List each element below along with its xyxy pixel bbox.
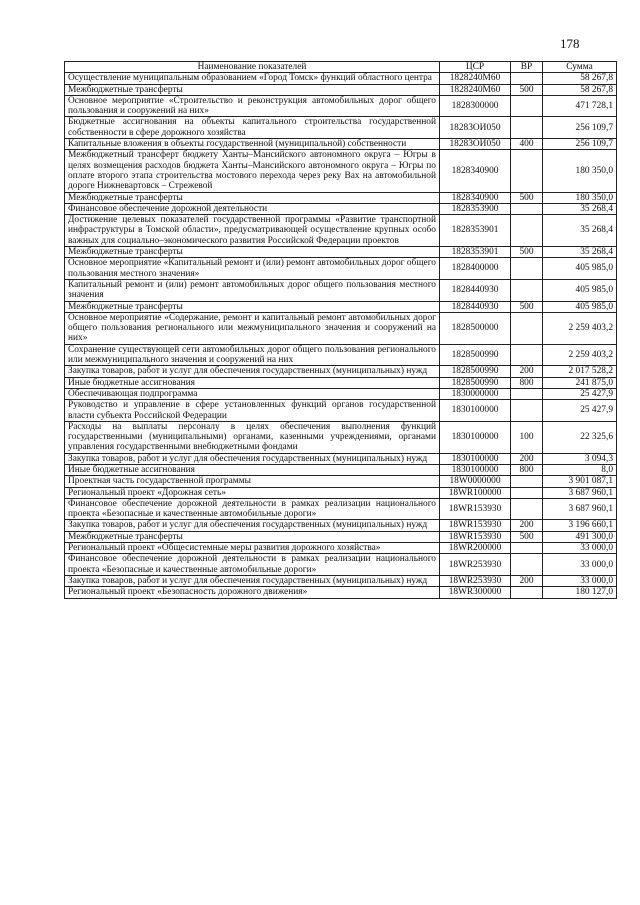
row-sum: 33 000,0 [543, 543, 617, 554]
row-csr: 1828400000 [440, 258, 511, 280]
header-csr: ЦСР [440, 62, 511, 73]
row-sum: 22 325,6 [543, 421, 617, 453]
row-name: Сохранение существующей сети автомобильных дорог общего пользования регионального или межмуниципального значения и сооружений на них [65, 344, 440, 366]
row-csr: 1828353901 [440, 215, 511, 247]
row-sum: 3 901 087,1 [543, 476, 617, 487]
row-csr: 1830100000 [440, 453, 511, 464]
row-name: Расходы на выплаты персоналу в целях обеспечения выполнения функций государственными (муниципальными) органами, казенными учреждениями, органами управления государственными внебюджетными фондами [65, 421, 440, 453]
row-name: Бюджетные ассигнования на объекты капитального строительства государственной собственности в сфере дорожного хозяйства [65, 117, 440, 139]
row-csr: 1828240М60 [440, 73, 511, 84]
row-vr [511, 498, 543, 520]
row-vr [511, 279, 543, 301]
row-vr: 100 [511, 421, 543, 453]
row-csr: 18WR100000 [440, 487, 511, 498]
row-name: Межбюджетные трансферты [65, 531, 440, 542]
row-csr: 1830100000 [440, 400, 511, 422]
row-csr: 1830100000 [440, 464, 511, 475]
row-name: Закупка товаров, работ и услуг для обеспечения государственных (муниципальных) нужд [65, 453, 440, 464]
row-name: Основное мероприятие «Капитальный ремонт и (или) ремонт автомобильных дорог общего пользования местного значения» [65, 258, 440, 280]
row-csr: 1828500990 [440, 344, 511, 366]
row-vr [511, 344, 543, 366]
row-name: Проектная часть государственной программы [65, 476, 440, 487]
row-sum: 33 000,0 [543, 554, 617, 576]
table-row [65, 487, 617, 498]
table-row [65, 498, 617, 520]
table-row [65, 279, 617, 301]
row-sum: 2 017 528,2 [543, 366, 617, 377]
row-name: Межбюджетный трансферт бюджету Ханты–Мансийского автономного округа – Югры в целях возмещения расходов бюджета Ханты–Мансийского автономного округа – Югры по оплате второго этапа строительства мостового перехода через реку Вах на автомобильной дороге Нижневартовск – Стрежевой [65, 150, 440, 192]
row-vr: 500 [511, 531, 543, 542]
table-row [65, 366, 617, 377]
row-name: Закупка товаров, работ и услуг для обеспечения государственных (муниципальных) нужд [65, 520, 440, 531]
row-csr: 1828500990 [440, 366, 511, 377]
row-csr: 18W0000000 [440, 476, 511, 487]
row-sum: 405 985,0 [543, 258, 617, 280]
row-name: Осуществление муниципальным образованием «Город Томск» функций областного центра [65, 73, 440, 84]
row-vr [511, 73, 543, 84]
row-sum: 471 728,1 [543, 95, 617, 117]
header-name: Наименование показателей [65, 62, 440, 73]
row-name: Региональный проект «Общесистемные меры развития дорожного хозяйства» [65, 543, 440, 554]
row-csr: 1828500990 [440, 377, 511, 388]
row-name: Межбюджетные трансферты [65, 301, 440, 312]
row-csr: 1828440930 [440, 301, 511, 312]
table-row [65, 139, 617, 150]
row-csr: 18WR153930 [440, 531, 511, 542]
page-number: 178 [560, 36, 580, 51]
table-row [65, 258, 617, 280]
row-csr: 18WR153930 [440, 520, 511, 531]
row-vr: 800 [511, 377, 543, 388]
header-sum: Сумма [543, 62, 617, 73]
row-csr: 18283ОИ050 [440, 117, 511, 139]
row-csr: 1828340900 [440, 192, 511, 203]
row-vr [511, 476, 543, 487]
row-sum: 2 259 403,2 [543, 344, 617, 366]
table-row [65, 301, 617, 312]
row-vr [511, 117, 543, 139]
row-vr: 500 [511, 301, 543, 312]
row-vr [511, 258, 543, 280]
table-row [65, 587, 617, 598]
table-header-row [65, 62, 617, 73]
table-row [65, 575, 617, 586]
row-sum: 180 350,0 [543, 150, 617, 192]
row-sum: 256 109,7 [543, 139, 617, 150]
budget-table [64, 61, 617, 599]
row-sum: 405 985,0 [543, 279, 617, 301]
row-name: Межбюджетные трансферты [65, 247, 440, 258]
table-row [65, 73, 617, 84]
table-row [65, 543, 617, 554]
row-vr [511, 95, 543, 117]
row-vr: 500 [511, 192, 543, 203]
row-sum: 35 268,4 [543, 247, 617, 258]
row-sum: 180 350,0 [543, 192, 617, 203]
row-vr [511, 587, 543, 598]
row-vr [511, 203, 543, 214]
row-name: Руководство и управление в сфере установленных функций органов государственной власти субъекта Российской Федерации [65, 400, 440, 422]
row-vr [511, 388, 543, 399]
row-name: Межбюджетные трансферты [65, 84, 440, 95]
row-sum: 25 427,9 [543, 400, 617, 422]
row-sum: 25 427,9 [543, 388, 617, 399]
table-row [65, 344, 617, 366]
row-sum: 58 267,8 [543, 73, 617, 84]
row-sum: 180 127,0 [543, 587, 617, 598]
row-sum: 241 875,0 [543, 377, 617, 388]
row-csr: 1828240М60 [440, 84, 511, 95]
table-row [65, 117, 617, 139]
row-sum: 33 000,0 [543, 575, 617, 586]
row-csr: 18WR253930 [440, 575, 511, 586]
row-name: Закупка товаров, работ и услуг для обеспечения государственных (муниципальных) нужд [65, 575, 440, 586]
row-name: Региональный проект «Безопасность дорожного движения» [65, 587, 440, 598]
row-name: Региональный проект «Дорожная сеть» [65, 487, 440, 498]
row-vr [511, 400, 543, 422]
table-row [65, 247, 617, 258]
row-name: Закупка товаров, работ и услуг для обеспечения государственных (муниципальных) нужд [65, 366, 440, 377]
row-vr: 200 [511, 575, 543, 586]
row-vr [511, 215, 543, 247]
row-sum: 2 259 403,2 [543, 312, 617, 344]
row-sum: 3 687 960,1 [543, 498, 617, 520]
row-vr: 800 [511, 464, 543, 475]
row-vr: 500 [511, 247, 543, 258]
table-row [65, 400, 617, 422]
row-vr: 200 [511, 366, 543, 377]
row-csr: 18WR300000 [440, 587, 511, 598]
table-row [65, 95, 617, 117]
table-row [65, 377, 617, 388]
row-vr [511, 543, 543, 554]
table-row [65, 453, 617, 464]
row-name: Иные бюджетные ассигнования [65, 377, 440, 388]
row-csr: 1828500000 [440, 312, 511, 344]
table-row [65, 531, 617, 542]
row-name: Капитальный ремонт и (или) ремонт автомобильных дорог общего пользования местного значения [65, 279, 440, 301]
table-body [65, 73, 617, 598]
row-sum: 3 196 660,1 [543, 520, 617, 531]
row-vr [511, 150, 543, 192]
row-sum: 35 268,4 [543, 203, 617, 214]
table-row [65, 150, 617, 192]
table-row [65, 388, 617, 399]
row-csr: 1830000000 [440, 388, 511, 399]
row-csr: 1828440930 [440, 279, 511, 301]
row-sum: 491 300,0 [543, 531, 617, 542]
header-vr: ВР [511, 62, 543, 73]
table-row [65, 464, 617, 475]
row-csr: 1830100000 [440, 421, 511, 453]
table-row [65, 554, 617, 576]
row-name: Основное мероприятие «Строительство и реконструкция автомобильных дорог общего пользования и сооружений на них» [65, 95, 440, 117]
row-sum: 256 109,7 [543, 117, 617, 139]
row-vr [511, 487, 543, 498]
row-name: Достижение целевых показателей государственной программы «Развитие транспортной инфраструктуры в Томской области», предусматривающей осуществление крупных особо важных для социально–экономического развития Российской Федерации проектов [65, 215, 440, 247]
row-name: Финансовое обеспечение дорожной деятельности в рамках реализации национального проекта «Безопасные и качественные автомобильные дороги» [65, 498, 440, 520]
row-vr: 200 [511, 453, 543, 464]
table-row [65, 421, 617, 453]
row-vr: 500 [511, 84, 543, 95]
table-row [65, 84, 617, 95]
row-csr: 1828340900 [440, 150, 511, 192]
row-vr: 200 [511, 520, 543, 531]
row-csr: 1828300000 [440, 95, 511, 117]
row-name: Межбюджетные трансферты [65, 192, 440, 203]
table-row [65, 476, 617, 487]
table-row [65, 312, 617, 344]
row-name: Финансовое обеспечение дорожной деятельности в рамках реализации национального проекта «Безопасные и качественные автомобильные дороги» [65, 554, 440, 576]
row-csr: 1828353900 [440, 203, 511, 214]
table-row [65, 215, 617, 247]
row-name: Обеспечивающая подпрограмма [65, 388, 440, 399]
table-row [65, 192, 617, 203]
row-csr: 1828353901 [440, 247, 511, 258]
row-name: Капитальные вложения в объекты государственной (муниципальной) собственности [65, 139, 440, 150]
row-vr [511, 554, 543, 576]
table-row [65, 520, 617, 531]
row-sum: 405 985,0 [543, 301, 617, 312]
row-sum: 35 268,4 [543, 215, 617, 247]
row-csr: 18283ОИ050 [440, 139, 511, 150]
row-vr: 400 [511, 139, 543, 150]
row-sum: 3 094,3 [543, 453, 617, 464]
row-sum: 8,0 [543, 464, 617, 475]
row-vr [511, 312, 543, 344]
row-name: Иные бюджетные ассигнования [65, 464, 440, 475]
table-row [65, 203, 617, 214]
row-csr: 18WR153930 [440, 498, 511, 520]
row-csr: 18WR253930 [440, 554, 511, 576]
row-sum: 58 267,8 [543, 84, 617, 95]
row-sum: 3 687 960,1 [543, 487, 617, 498]
row-name: Основное мероприятие «Содержание, ремонт и капитальный ремонт автомобильных дорог общего пользования регионального или межмуниципального значения и сооружений на них» [65, 312, 440, 344]
row-csr: 18WR200000 [440, 543, 511, 554]
row-name: Финансовое обеспечение дорожной деятельности [65, 203, 440, 214]
